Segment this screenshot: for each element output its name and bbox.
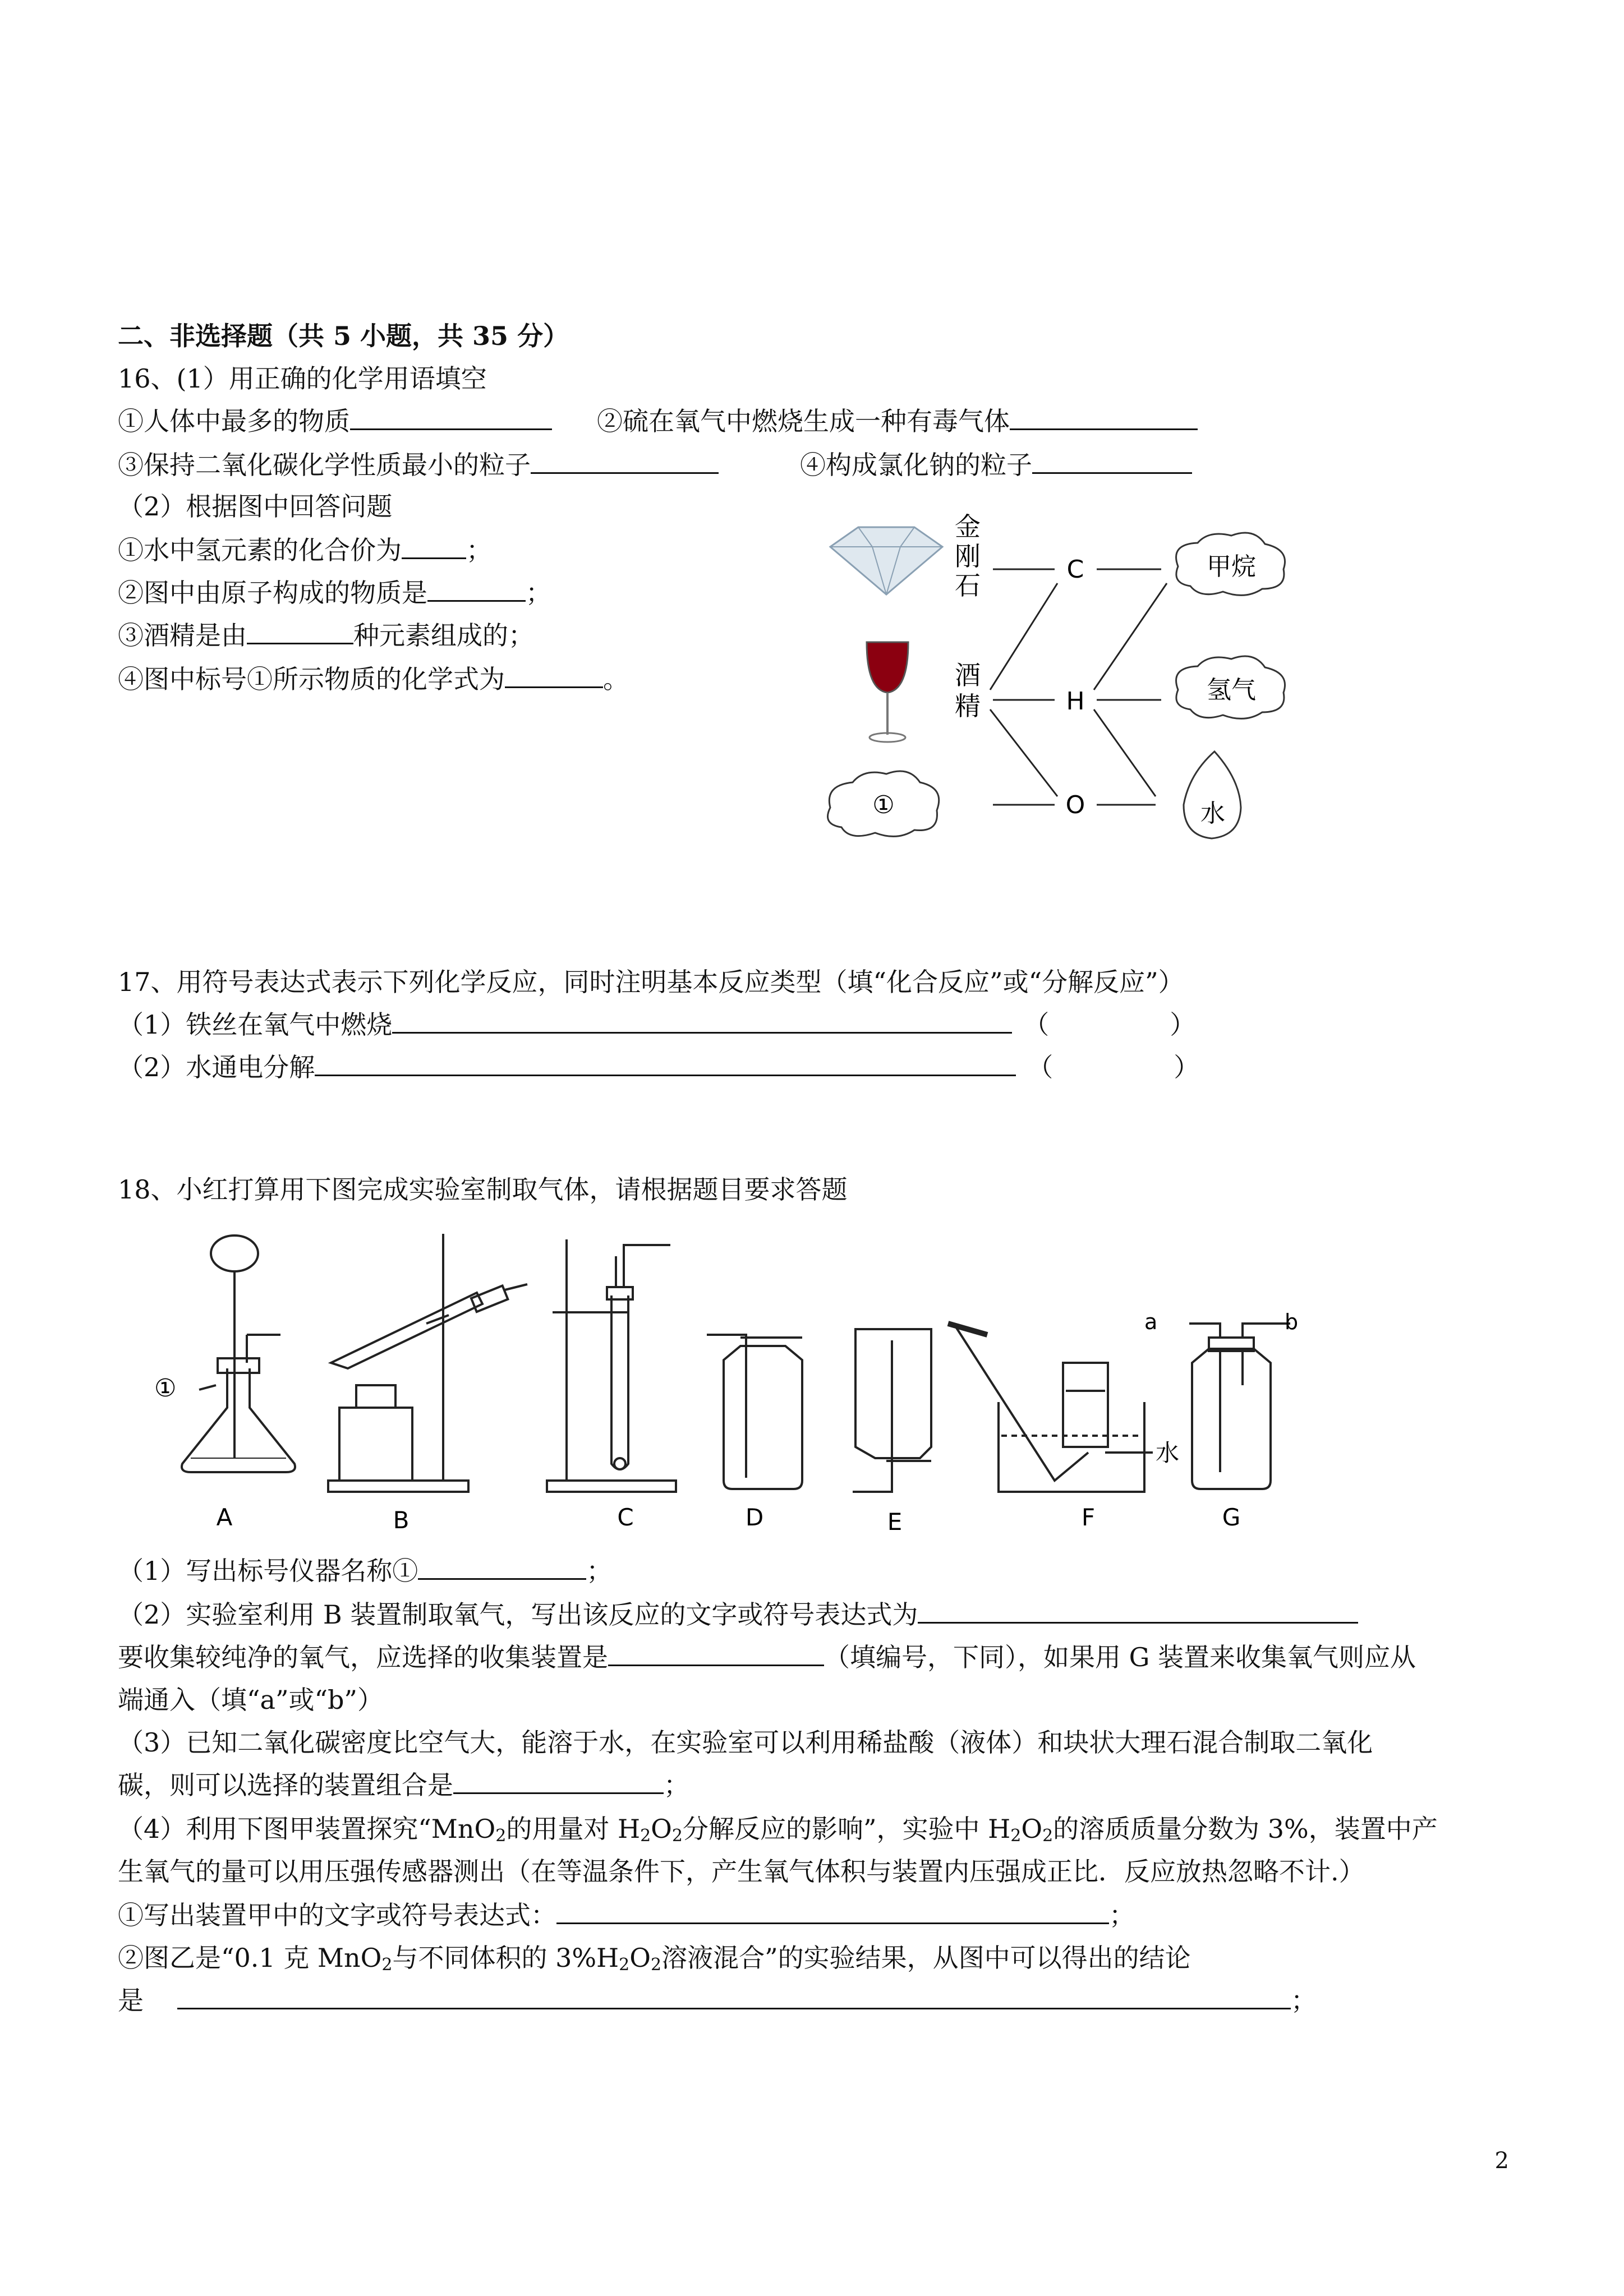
q18-p3b-blank[interactable]	[453, 1768, 664, 1794]
q17-p1-blank[interactable]	[392, 1007, 1012, 1034]
q18-p2c: 端通入（填“a”或“b”）	[118, 1685, 383, 1715]
water-label: 水	[1200, 799, 1225, 828]
q16-a1-blank[interactable]	[350, 404, 552, 430]
methane-label: 甲烷	[1207, 552, 1256, 581]
element-h: H	[1066, 687, 1085, 716]
label-c: C	[617, 1504, 634, 1531]
apparatus-a	[182, 1235, 295, 1472]
port-b: b	[1285, 1310, 1299, 1334]
marker-1: ①	[154, 1374, 177, 1403]
q16-b2-blank[interactable]	[427, 575, 526, 602]
q16-row1	[118, 404, 1198, 439]
element-c: C	[1066, 555, 1084, 584]
diamond-label-2: 刚	[955, 541, 981, 571]
q18-p4d: ②图乙是“0.1 克 MnO$_2$与不同体积的 $3\%H_2O_2$溶液混合”的实验结果，从图中可以得出的结论	[118, 1943, 1191, 1975]
apparatus-e	[853, 1329, 931, 1492]
q18-p4c: ①写出装置甲中的文字或符号表达式： ；	[118, 1898, 1135, 1933]
label-b: B	[393, 1506, 410, 1534]
q16-figure	[819, 505, 1313, 864]
apparatus-g	[1189, 1324, 1290, 1489]
q18-p4e: 是 ；	[118, 1983, 1317, 2018]
q18-p3a: （3）已知二氧化碳密度比空气大，能溶于水，在实验室可以利用稀盐酸（液体）和块状大理石混合制取二氧化	[118, 1727, 1373, 1758]
q17-intro: 17、用符号表达式表示下列化学反应，同时注明基本反应类型（填“化合反应”或“分解反应”）	[118, 967, 1184, 997]
apparatus-b	[328, 1234, 527, 1492]
q18-p3b: 碳，则可以选择的装置组合是 ；	[118, 1768, 689, 1802]
q16-intro: 16、(1）用正确的化学用语填空	[118, 363, 487, 394]
label-a: A	[216, 1504, 233, 1531]
diamond-label-3: 石	[955, 570, 981, 601]
hydrogen-cloud	[1176, 656, 1285, 718]
q17-p2-blank[interactable]	[315, 1050, 1016, 1076]
label-e: E	[887, 1508, 903, 1536]
q16-row2	[118, 448, 1192, 482]
q16-a2-blank[interactable]	[1010, 404, 1198, 430]
page-number: 2	[1494, 2148, 1509, 2174]
diamond-label-1: 金	[955, 511, 981, 542]
water-drop-icon	[1184, 751, 1241, 838]
q18-p4c-blank[interactable]	[556, 1898, 1109, 1924]
q17-p2: （2）水通电分解 （ ）	[118, 1050, 1199, 1085]
alcohol-label-2: 精	[955, 691, 981, 721]
q16-a2-label: ②硫在氧气中燃烧生成一种有毒气体	[597, 406, 1010, 436]
q16-a3-label: ③保持二氧化碳化学性质最小的粒子	[118, 450, 531, 480]
label-f: F	[1081, 1504, 1096, 1531]
q18-apparatus-figure	[135, 1223, 1341, 1537]
q16-a4-label: ④构成氯化钠的粒子	[800, 450, 1032, 480]
q16-part2: （2）根据图中回答问题	[118, 491, 393, 522]
apparatus-d	[707, 1335, 802, 1489]
q16-b3: ③酒精是由 种元素组成的；	[118, 618, 534, 653]
q16-b2: ②图中由原子构成的物质是 ；	[118, 575, 551, 610]
q16-b1: ①水中氢元素的化合价为 ；	[118, 533, 492, 568]
port-a: a	[1144, 1310, 1158, 1334]
water-label-f: 水	[1156, 1439, 1180, 1467]
q16-b4-blank[interactable]	[505, 662, 603, 688]
q16-a1-label: ①人体中最多的物质	[118, 406, 350, 436]
q18-p4b: 生氧气的量可以用压强传感器测出（在等温条件下，产生氧气体积与装置内压强成正比．反应放热忽略不计.）	[118, 1856, 1365, 1887]
apparatus-c	[547, 1239, 676, 1492]
q17-p1: （1）铁丝在氧气中燃烧 （ ）	[118, 1007, 1195, 1042]
q16-b3-blank[interactable]	[247, 618, 353, 644]
q16-a4-blank[interactable]	[1032, 448, 1192, 474]
q18-p2b-blank[interactable]	[608, 1640, 824, 1666]
label-d: D	[745, 1504, 764, 1531]
q18-p1-blank[interactable]	[418, 1553, 586, 1580]
q18-p2-blank[interactable]	[918, 1597, 1358, 1624]
hydrogen-label: 氢气	[1207, 676, 1256, 704]
q18-p4a: （4）利用下图甲装置探究“MnO$_2$的用量对 $H_2O_2$分解反应的影响”，实验中 $H_2O_2$的溶质质量分数为 3%，装置中产	[118, 1814, 1438, 1846]
diamond-icon	[830, 527, 942, 594]
wine-glass-icon	[867, 642, 908, 742]
q18-p2b: 要收集较纯净的氧气，应选择的收集装置是 （填编号，下同），如果用 G 装置来收集氧气则应从	[118, 1640, 1416, 1675]
element-o: O	[1065, 791, 1085, 819]
q18-p2: （2）实验室利用 B 装置制取氧气，写出该反应的文字或符号表达式为	[118, 1597, 1358, 1632]
alcohol-label-1: 酒	[955, 660, 981, 690]
q16-a3-blank[interactable]	[531, 448, 719, 474]
apparatus-f	[948, 1324, 1153, 1492]
label-g: G	[1222, 1504, 1241, 1531]
q18-intro: 18、小红打算用下图完成实验室制取气体，请根据题目要求答题	[118, 1174, 848, 1205]
q16-b1-blank[interactable]	[402, 533, 466, 559]
unknown-cloud	[828, 771, 939, 836]
q16-b4: ④图中标号①所示物质的化学式为 。	[118, 662, 629, 697]
section-title: 二、非选择题（共 5 小题，共 35 分）	[118, 321, 569, 351]
methane-cloud	[1176, 533, 1285, 595]
q18-p4e-blank[interactable]	[177, 1983, 1291, 2009]
unknown-label: ①	[872, 791, 895, 819]
q18-p1: （1）写出标号仪器名称① ；	[118, 1553, 612, 1588]
